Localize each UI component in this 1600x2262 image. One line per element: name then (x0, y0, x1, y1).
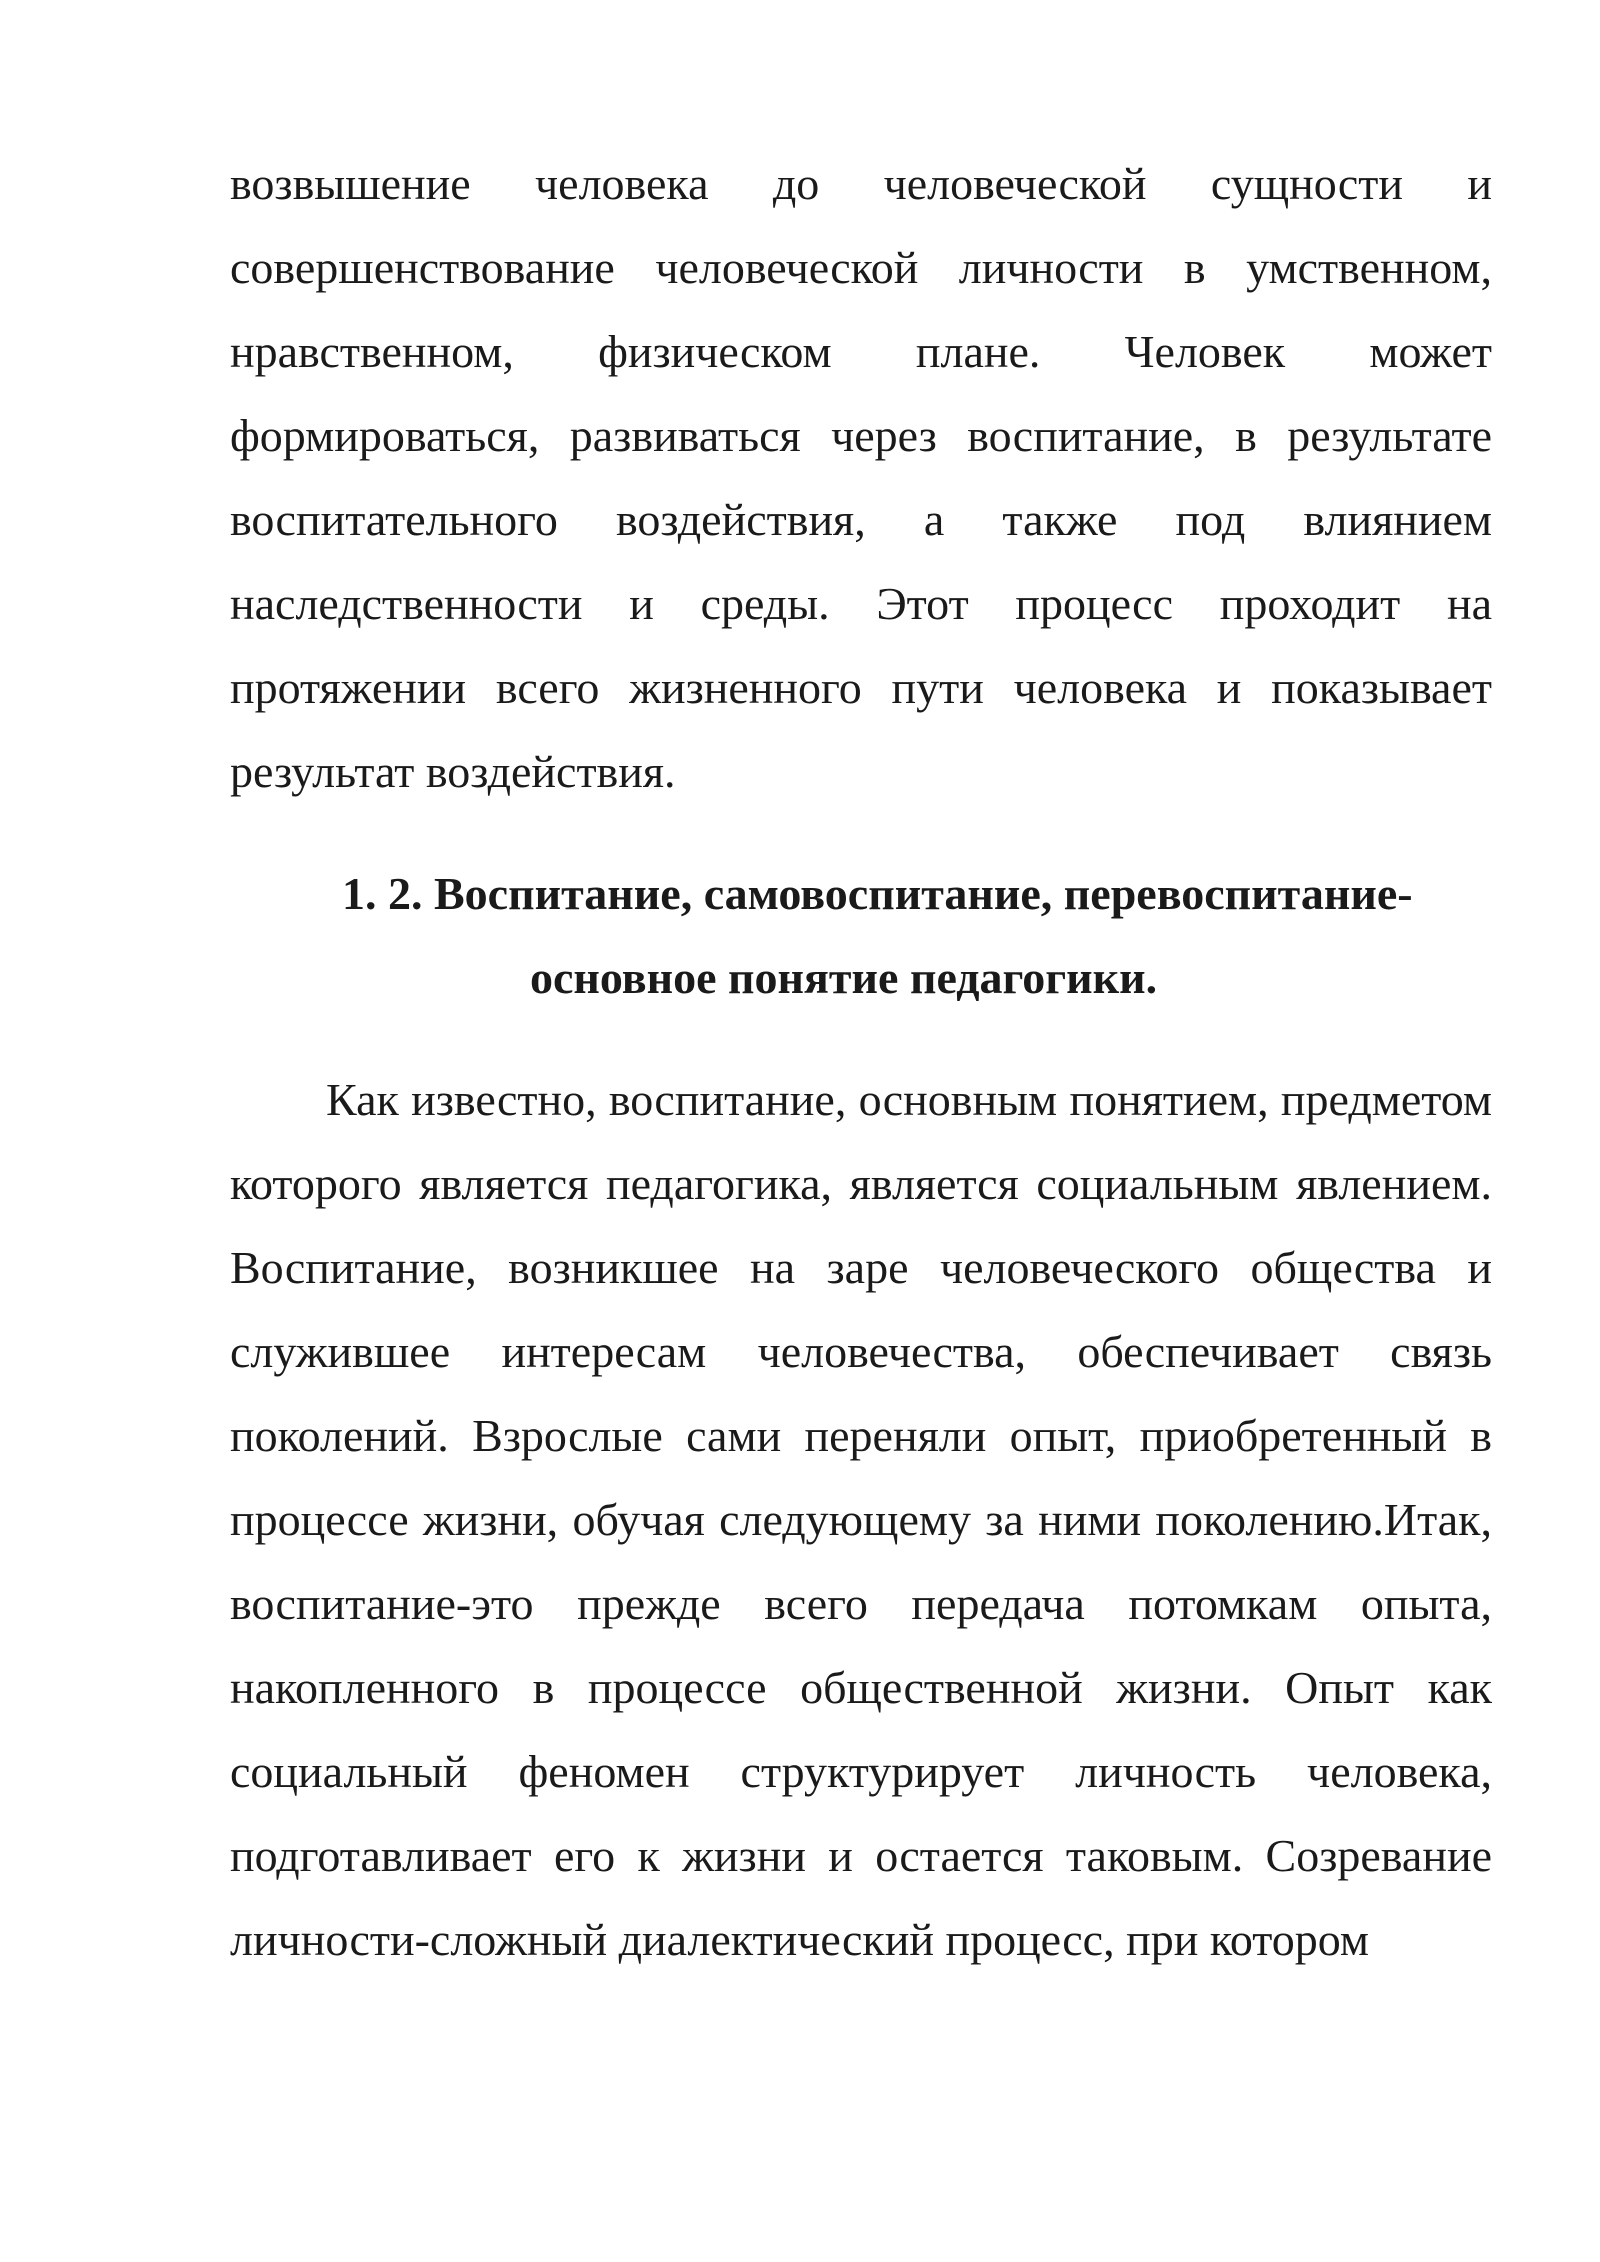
paragraph-body-1: возвышение человека до человеческой сущности и совершенствование человеческой личности в умственном, нравственном, физическом плане. Человек может формироваться, развиваться через воспитание, в результате воспитательного воздействия, а также под влиянием наследственности и среды. Этот процесс проходит на протяжении всего жизненного пути человека и показывает результат воздействия. (230, 158, 1492, 797)
paragraph-body-2: Как известно, воспитание, основным понятием, предметом которого является педагогика, является социальным явлением. Воспитание, возникшее на заре человеческого общества и служившее интересам человечества, обеспечивает связь поколений. Взрослые сами переняли опыт, приобретенный в процессе жизни, обучая следующему за ними поколению.Итак, воспитание-это прежде всего передача потомкам опыта, накопленного в процессе общественной жизни. Опыт как социальный феномен структурирует личность человека, подготавливает его к жизни и остается таковым. Созревание личности-сложный диалектический процесс, при котором (230, 1074, 1492, 1965)
section-heading (230, 852, 1492, 1020)
section-heading-line-2: основное понятие педагогики. (530, 952, 1158, 1003)
section-heading-line-1: 1. 2. Воспитание, самовоспитание, перевоспитание- (342, 868, 1413, 919)
